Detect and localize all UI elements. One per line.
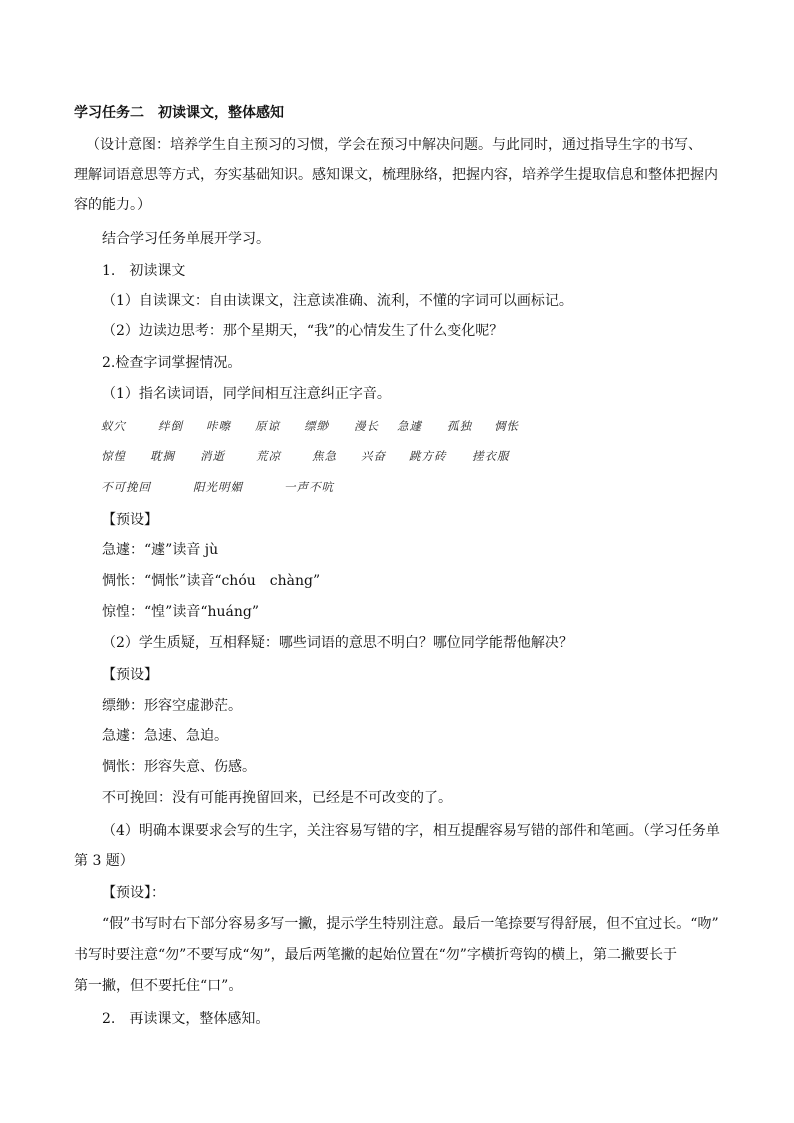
writing-tip-line-1: “假”书写时右下部分容易多写一撇，提示学生特别注意。最后一笔捺要写得舒展，但不宜过长。“吻”: [102, 916, 719, 932]
vocab-word: 咔嚓: [206, 419, 231, 433]
step-1-item-a: （1）自读课文：自由读课文，注意读准确、流利，不懂的字词可以画标记。: [102, 293, 573, 309]
vocab-word: 跳方砖: [409, 449, 447, 463]
vocab-word: 原谅: [255, 419, 280, 433]
step-2-heading: 2.检查字词掌握情况。: [102, 355, 242, 371]
step-1-heading: 1. 初读课文: [102, 263, 186, 279]
preset-label-1: 【预设】: [102, 512, 158, 528]
step-2-item-b: （2）学生质疑，互相释疑：哪些词语的意思不明白？哪位同学能帮他解决？: [102, 635, 573, 651]
vocab-word: 搓衣服: [472, 449, 510, 463]
step-2-item-a: （1）指名读词语，同学间相互注意纠正字音。: [102, 386, 391, 402]
vocab-word: 不可挽回: [101, 480, 151, 494]
vocab-word: 漫长: [354, 419, 379, 433]
vocab-word: 荒凉: [256, 449, 281, 463]
design-intent-line-1: （设计意图：培养学生自主预习的习惯，学会在预习中解决问题。与此同时，通过指导生字的书写、: [86, 137, 702, 153]
vocab-word: 惆怅: [494, 419, 519, 433]
vocab-word: 绊倒: [158, 419, 183, 433]
meaning-2: 急遽：急速、急迫。: [102, 728, 228, 744]
vocab-word: 蚁穴: [101, 419, 126, 433]
vocab-word: 焦急: [312, 449, 337, 463]
preset-label-3: 【预设】：: [102, 885, 165, 901]
vocab-word: 孤独: [447, 419, 472, 433]
step-3-heading: 2. 再读课文，整体感知。: [102, 1011, 270, 1027]
vocab-word: 一声不吭: [284, 480, 334, 494]
meaning-3: 惆怅：形容失意、伤感。: [102, 759, 256, 775]
vocab-word: 兴奋: [361, 449, 386, 463]
writing-tip-line-3: 第一撇，但不要托住“口”。: [74, 978, 243, 994]
writing-tip-line-2: 书写时要注意“勿”不要写成“匆”，最后两笔撇的起始位置在“勿”字横折弯钩的横上，第二撇要长于: [74, 947, 677, 963]
step-2-item-d-line-1: （4）明确本课要求会写的生字，关注容易写错的字，相互提醒容易写错的部件和笔画。（学习任务单: [102, 823, 720, 839]
vocab-word: 阳光明媚: [193, 480, 243, 494]
meaning-1: 缥缈：形容空虚渺茫。: [102, 698, 242, 714]
intro-text: 结合学习任务单展开学习。: [102, 231, 270, 247]
preset-label-2: 【预设】: [102, 667, 158, 683]
step-1-item-b: （2）边读边思考：那个星期天，“我”的心情发生了什么变化呢？: [102, 323, 504, 339]
pronunciation-2: 惆怅：“惆怅”读音“chóu chàng”: [102, 573, 321, 589]
pronunciation-3: 惊惶：“惶”读音“huáng”: [102, 604, 259, 620]
section-title: 学习任务二 初读课文，整体感知: [74, 105, 284, 121]
design-intent-line-2: 理解词语意思等方式，夯实基础知识。感知课文，梳理脉络，把握内容，培养学生提取信息和整体把握内: [74, 167, 718, 183]
pronunciation-1: 急遽：“遽”读音 jù: [102, 542, 219, 558]
vocab-word: 耽搁: [150, 449, 175, 463]
design-intent-line-3: 容的能力。）: [74, 197, 151, 213]
vocab-word: 急遽: [397, 419, 422, 433]
meaning-4: 不可挽回：没有可能再挽留回来，已经是不可改变的了。: [102, 790, 452, 806]
vocab-word: 消逝: [200, 449, 225, 463]
vocab-word: 惊惶: [101, 449, 126, 463]
vocab-word: 缥缈: [304, 419, 329, 433]
step-2-item-d-line-2: 第 3 题）: [74, 853, 134, 869]
